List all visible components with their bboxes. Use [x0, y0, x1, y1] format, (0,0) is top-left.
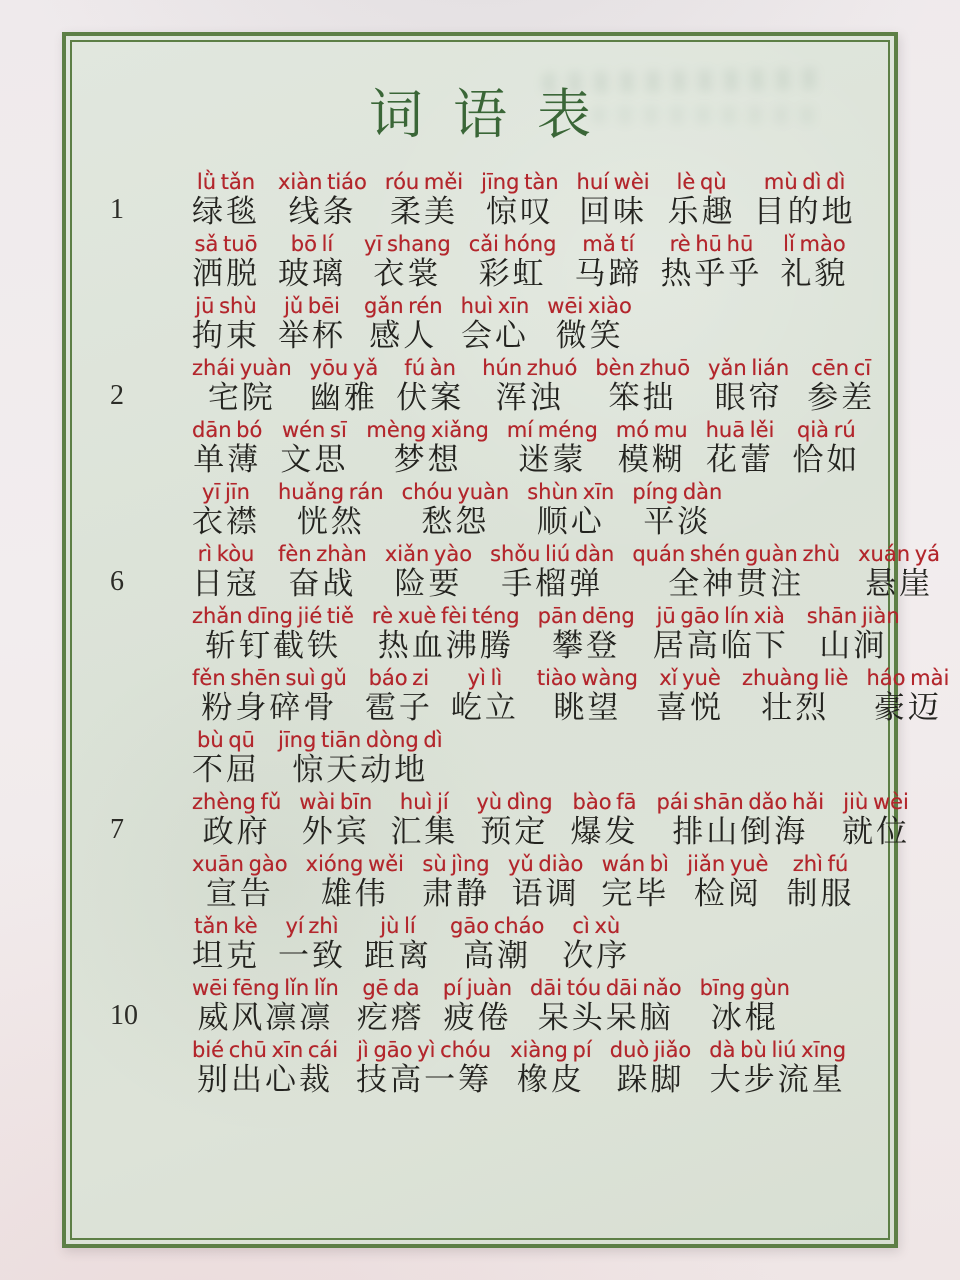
word-entry: [668, 169, 736, 229]
word-hanzi: 喜悦: [656, 690, 725, 726]
word-hanzi: 奋战: [288, 566, 357, 602]
word-hanzi: 乐趣: [667, 194, 736, 230]
word-hanzi: 雄伟: [320, 876, 389, 912]
word-entry: [490, 541, 614, 601]
word-pinyin: pái shān dǎo hǎi: [656, 790, 825, 815]
word-pinyin: lǜ tǎn: [196, 170, 256, 195]
word-hanzi: 别出心裁: [197, 1062, 334, 1098]
word-hanzi: 山涧: [819, 628, 888, 664]
word-pinyin: huǎng rán: [278, 480, 384, 505]
word-pinyin: cǎi hóng: [468, 232, 557, 257]
word-hanzi: 衣襟: [192, 504, 260, 540]
word-pinyin: cì xù: [572, 914, 621, 939]
word-entry: [547, 293, 632, 353]
word-pinyin: yù dìng: [476, 790, 553, 815]
word-entry: [192, 851, 288, 911]
word-pinyin: bié chū xīn cái: [192, 1038, 339, 1063]
word-hanzi: 幽雅: [309, 380, 378, 416]
word-pinyin: jǔ bēi: [284, 294, 340, 319]
textbook-page: [62, 32, 950, 1248]
word-hanzi: 威风凛凛: [197, 1000, 334, 1036]
word-entry: [786, 851, 854, 911]
word-row: [96, 477, 880, 539]
word-hanzi: 汇集: [390, 814, 459, 850]
word-row: [96, 787, 911, 850]
word-entry: [807, 355, 875, 415]
word-pinyin: háo mài: [866, 666, 950, 691]
word-entry: [632, 541, 840, 601]
word-hanzi: 衣裳: [373, 256, 442, 292]
word-entry: [280, 417, 348, 477]
word-entry: [192, 169, 260, 229]
word-entry: [792, 417, 860, 477]
word-entry: [571, 789, 639, 849]
word-pinyin: lǐ mào: [783, 232, 846, 257]
word-entry: [192, 913, 260, 973]
word-pinyin: yí zhì: [285, 914, 339, 939]
word-hanzi: 疙瘩: [356, 1000, 425, 1036]
word-entry: [385, 541, 472, 601]
word-hanzi: 伏案: [396, 380, 465, 416]
word-pinyin: pí juàn: [442, 976, 513, 1001]
word-hanzi: 彩虹: [478, 256, 547, 292]
word-pinyin: jù lí: [380, 914, 416, 939]
word-entry: [595, 355, 690, 415]
word-pinyin: lè qù: [676, 170, 727, 195]
word-pinyin: xuán yá: [858, 542, 941, 567]
word-hanzi: 模糊: [617, 442, 686, 478]
word-hanzi: 梦想: [393, 442, 462, 478]
word-entry: [299, 789, 372, 849]
word-entry: [754, 169, 856, 229]
word-hanzi: 悬崖: [865, 566, 934, 602]
word-pinyin: xiàng pí: [510, 1038, 592, 1063]
word-entry: [192, 789, 281, 849]
word-hanzi: 回味: [579, 194, 648, 230]
word-pinyin: zhái yuàn: [192, 356, 292, 381]
section-number: 6: [110, 566, 124, 598]
word-entry: [278, 727, 443, 787]
word-entry: [396, 355, 464, 415]
word-hanzi: 浑浊: [495, 380, 564, 416]
word-entry: [192, 231, 260, 291]
word-entry: [700, 975, 790, 1035]
word-entry: [192, 479, 260, 539]
word-entry: [530, 975, 682, 1035]
word-pinyin: wài bīn: [299, 790, 373, 815]
word-hanzi: 微笑: [555, 318, 624, 354]
word-pinyin: zhǎn dīng jié tiě: [192, 604, 354, 629]
word-hanzi: 玻璃: [278, 256, 346, 292]
word-hanzi: 笨拙: [608, 380, 677, 416]
word-entry: [866, 665, 949, 725]
word-hanzi: 攀登: [552, 628, 621, 664]
word-row: [96, 353, 880, 415]
word-hanzi: 宅院: [207, 380, 276, 416]
word-pinyin: hún zhuó: [482, 356, 578, 381]
word-hanzi: 外宾: [301, 814, 370, 850]
word-row: [96, 849, 880, 911]
word-entry: [537, 665, 638, 725]
word-hanzi: 语调: [511, 876, 580, 912]
word-pinyin: jiǎn yuè: [687, 852, 769, 877]
word-entry: [390, 789, 458, 849]
word-entry: [364, 231, 451, 291]
word-pinyin: báo zi: [368, 666, 430, 691]
word-hanzi: 坦克: [192, 938, 260, 974]
word-entry: [278, 169, 367, 229]
word-hanzi: 豪迈: [873, 690, 942, 726]
word-pinyin: yǔ diào: [508, 852, 584, 877]
word-hanzi: 排山倒海: [672, 814, 809, 850]
word-hanzi: 文思: [280, 442, 349, 478]
word-hanzi: 花蕾: [705, 442, 774, 478]
word-pinyin: sù jìng: [422, 852, 490, 877]
word-pinyin: duò jiǎo: [609, 1038, 692, 1063]
word-entry: [422, 851, 490, 911]
word-pinyin: huì xīn: [460, 294, 530, 319]
word-entry: [372, 603, 520, 663]
word-hanzi: 预定: [480, 814, 549, 850]
word-pinyin: róu měi: [384, 170, 464, 195]
word-entry: [706, 417, 775, 477]
word-entry: [538, 603, 635, 663]
word-pinyin: jū gāo lín xià: [656, 604, 785, 629]
word-hanzi: 冰棍: [710, 1000, 779, 1036]
word-hanzi: 就位: [842, 814, 911, 850]
word-entry: [842, 789, 910, 849]
word-entry: [451, 665, 519, 725]
word-hanzi: 高潮: [463, 938, 532, 974]
word-pinyin: tiào wàng: [536, 666, 639, 691]
word-pinyin: dāi tóu dāi nǎo: [530, 976, 682, 1001]
word-row: [96, 167, 880, 229]
word-hanzi: 距离: [364, 938, 432, 974]
word-pinyin: dān bó: [192, 418, 263, 443]
word-pinyin: xǐ yuè: [659, 666, 721, 691]
word-row: [96, 291, 880, 353]
word-entry: [278, 293, 346, 353]
word-pinyin: jiù wèi: [843, 790, 909, 815]
word-entry: [365, 665, 433, 725]
word-entry: [780, 231, 848, 291]
word-entry: [192, 665, 347, 725]
word-hanzi: 跺脚: [616, 1062, 685, 1098]
word-entry: [192, 603, 354, 663]
word-pinyin: jì gāo yì chóu: [357, 1038, 492, 1063]
word-pinyin: mǎ tí: [582, 232, 635, 257]
word-entry: [278, 479, 384, 539]
word-hanzi: 热乎乎: [660, 256, 763, 292]
section-number: 7: [110, 814, 124, 846]
word-hanzi: 热血沸腾: [377, 628, 514, 664]
word-hanzi: 居高临下: [652, 628, 789, 664]
word-entry: [192, 975, 339, 1035]
word-hanzi: 一致: [278, 938, 346, 974]
word-row: [96, 911, 880, 973]
word-entry: [807, 603, 900, 663]
word-hanzi: 手榴弹: [501, 566, 604, 602]
word-hanzi: 爆发: [570, 814, 639, 850]
word-entry: [192, 293, 260, 353]
word-entry: [356, 1037, 492, 1097]
word-entry: [616, 417, 688, 477]
word-hanzi: 顺心: [536, 504, 605, 540]
word-pinyin: xióng wěi: [305, 852, 404, 877]
word-pinyin: bù qū: [197, 728, 255, 753]
word-pinyin: huì jí: [399, 790, 449, 815]
word-pinyin: fú àn: [404, 356, 456, 381]
word-pinyin: wēi fēng lǐn lǐn: [192, 976, 339, 1001]
word-entry: [306, 851, 404, 911]
word-hanzi: 全神贯注: [668, 566, 805, 602]
word-pinyin: jīng tiān dòng dì: [278, 728, 443, 753]
word-entry: [278, 231, 346, 291]
word-row: [96, 539, 941, 602]
word-hanzi: 洒脱: [192, 256, 260, 292]
word-entry: [385, 169, 463, 229]
word-row: [96, 725, 880, 787]
word-pinyin: wán bì: [601, 852, 669, 877]
section-number: 10: [110, 1000, 138, 1032]
word-hanzi: 屹立: [450, 690, 519, 726]
word-hanzi: 大步流星: [709, 1062, 846, 1098]
word-pinyin: wēi xiào: [547, 294, 632, 319]
word-entry: [192, 417, 262, 477]
word-pinyin: yǎn lián: [708, 356, 790, 381]
word-entry: [402, 479, 510, 539]
word-entry: [476, 789, 552, 849]
word-pinyin: xiàn tiáo: [278, 170, 367, 195]
word-entry: [708, 355, 789, 415]
word-pinyin: bào fā: [572, 790, 637, 815]
word-pinyin: shǒu liú dàn: [490, 542, 615, 567]
word-pinyin: zhuàng liè: [742, 666, 849, 691]
word-pinyin: yōu yǎ: [309, 356, 379, 381]
word-hanzi: 绿毯: [192, 194, 260, 230]
word-entry: [507, 417, 598, 477]
word-pinyin: zhèng fǔ: [192, 790, 282, 815]
word-entry: [656, 665, 724, 725]
word-entry: [357, 975, 425, 1035]
word-hanzi: 迷蒙: [518, 442, 587, 478]
section-number: [96, 908, 174, 911]
word-row: [96, 1035, 880, 1097]
word-pinyin: gāo cháo: [450, 914, 545, 939]
word-pinyin: sǎ tuō: [194, 232, 258, 257]
word-entry: [687, 851, 768, 911]
word-row: [96, 229, 880, 291]
word-entry: [278, 541, 367, 601]
word-entry: [660, 231, 762, 291]
word-hanzi: 惊叹: [485, 194, 554, 230]
word-entry: [366, 417, 488, 477]
word-pinyin: bō lí: [290, 232, 334, 257]
page-border-frame: [70, 40, 950, 1240]
word-hanzi: 政府: [202, 814, 271, 850]
word-hanzi: 完毕: [601, 876, 670, 912]
section-number: 2: [110, 380, 124, 412]
word-hanzi: 恰如: [792, 442, 861, 478]
section-number: [96, 1094, 174, 1097]
word-row: [96, 663, 950, 726]
word-pinyin: rè hū hū: [669, 232, 754, 257]
word-pinyin: quán shén guàn zhù: [632, 542, 841, 567]
word-entry: [482, 355, 577, 415]
word-pinyin: dà bù liú xīng: [709, 1038, 847, 1063]
section-number: [96, 970, 174, 973]
page-title: 词语表: [369, 85, 621, 145]
word-hanzi: 眺望: [553, 690, 622, 726]
word-entry: [601, 851, 669, 911]
word-entry: [364, 913, 432, 973]
word-hanzi: 检阅: [693, 876, 762, 912]
word-pinyin: yī jīn: [202, 480, 250, 505]
word-hanzi: 技高一筹: [356, 1062, 493, 1098]
word-entry: [481, 169, 558, 229]
word-pinyin: xuān gào: [192, 852, 288, 877]
word-pinyin: yì lì: [467, 666, 503, 691]
word-entry: [742, 665, 848, 725]
word-hanzi: 举杯: [278, 318, 346, 354]
word-entry: [562, 913, 630, 973]
section-number: [96, 660, 174, 663]
word-pinyin: qià rú: [797, 418, 856, 443]
word-hanzi: 会心: [460, 318, 529, 354]
word-entry: [610, 1037, 692, 1097]
word-entry: [192, 1037, 338, 1097]
word-entry: [310, 355, 379, 415]
word-hanzi: 橡皮: [516, 1062, 585, 1098]
word-entry: [508, 851, 583, 911]
word-pinyin: jū shù: [195, 294, 257, 319]
word-entry: [709, 1037, 846, 1097]
word-pinyin: chóu yuàn: [401, 480, 510, 505]
word-entry: [192, 355, 292, 415]
word-pinyin: píng dàn: [632, 480, 723, 505]
section-number: [96, 474, 174, 477]
section-number: [96, 722, 174, 725]
word-hanzi: 日寇: [192, 566, 260, 602]
word-pinyin: bīng gùn: [699, 976, 790, 1001]
word-hanzi: 线条: [288, 194, 357, 230]
word-hanzi: 不屈: [192, 752, 260, 788]
word-hanzi: 拘束: [192, 318, 260, 354]
section-number: 1: [110, 194, 124, 226]
word-hanzi: 疲倦: [443, 1000, 512, 1036]
word-list: [72, 167, 950, 1098]
section-number: [96, 288, 174, 291]
word-hanzi: 惊天动地: [292, 752, 429, 788]
word-entry: [527, 479, 614, 539]
word-hanzi: 马蹄: [574, 256, 643, 292]
word-pinyin: mù dì dì: [763, 170, 846, 195]
word-hanzi: 愁怨: [421, 504, 490, 540]
word-entry: [574, 231, 642, 291]
word-hanzi: 礼貌: [780, 256, 849, 292]
word-hanzi: 单薄: [193, 442, 262, 478]
word-hanzi: 斩钉截铁: [204, 628, 341, 664]
word-entry: [450, 913, 544, 973]
word-entry: [632, 479, 722, 539]
word-hanzi: 壮烈: [761, 690, 830, 726]
word-pinyin: rì kòu: [197, 542, 255, 567]
word-pinyin: wén sī: [281, 418, 347, 443]
word-hanzi: 肃静: [422, 876, 490, 912]
word-pinyin: yī shang: [364, 232, 451, 257]
word-pinyin: rè xuè fèi téng: [371, 604, 520, 629]
word-row: [96, 601, 900, 664]
word-hanzi: 平淡: [643, 504, 712, 540]
section-number: [96, 350, 174, 353]
word-entry: [657, 789, 825, 849]
word-pinyin: mèng xiǎng: [366, 418, 489, 443]
word-pinyin: bèn zhuō: [595, 356, 691, 381]
word-entry: [653, 603, 789, 663]
word-hanzi: 险要: [394, 566, 463, 602]
word-hanzi: 宣告: [205, 876, 274, 912]
word-pinyin: shùn xīn: [527, 480, 615, 505]
word-hanzi: 次序: [562, 938, 631, 974]
word-pinyin: gē da: [362, 976, 420, 1001]
word-hanzi: 柔美: [390, 194, 459, 230]
word-pinyin: huí wèi: [576, 170, 650, 195]
word-pinyin: huā lěi: [705, 418, 775, 443]
word-pinyin: gǎn rén: [364, 294, 443, 319]
word-entry: [192, 541, 260, 601]
word-row: [96, 973, 880, 1035]
word-entry: [443, 975, 512, 1035]
word-pinyin: pān dēng: [537, 604, 635, 629]
word-hanzi: 粉身碎骨: [201, 690, 338, 726]
word-pinyin: cēn cī: [811, 356, 872, 381]
word-pinyin: jīng tàn: [481, 170, 559, 195]
word-hanzi: 感人: [369, 318, 438, 354]
word-hanzi: 雹子: [364, 690, 433, 726]
word-pinyin: zhì fú: [792, 852, 849, 877]
word-pinyin: shān jiàn: [806, 604, 900, 629]
word-pinyin: mí méng: [506, 418, 598, 443]
word-row: [96, 415, 880, 477]
section-number: [96, 784, 174, 787]
word-entry: [461, 293, 530, 353]
word-pinyin: fěn shēn suì gǔ: [192, 666, 347, 691]
word-pinyin: fèn zhàn: [278, 542, 367, 567]
word-hanzi: 眼帘: [714, 380, 783, 416]
word-hanzi: 呆头呆脑: [537, 1000, 674, 1036]
word-entry: [278, 913, 346, 973]
word-hanzi: 参差: [807, 380, 876, 416]
word-pinyin: xiǎn yào: [384, 542, 473, 567]
word-entry: [192, 727, 260, 787]
word-entry: [577, 169, 650, 229]
word-entry: [364, 293, 443, 353]
word-hanzi: 恍然: [296, 504, 365, 540]
word-pinyin: mó mu: [615, 418, 688, 443]
word-entry: [858, 541, 940, 601]
word-hanzi: 目的地: [753, 194, 856, 230]
word-hanzi: 制服: [786, 876, 855, 912]
section-number: [96, 536, 174, 539]
word-entry: [510, 1037, 592, 1097]
word-pinyin: tǎn kè: [194, 914, 258, 939]
word-entry: [469, 231, 557, 291]
